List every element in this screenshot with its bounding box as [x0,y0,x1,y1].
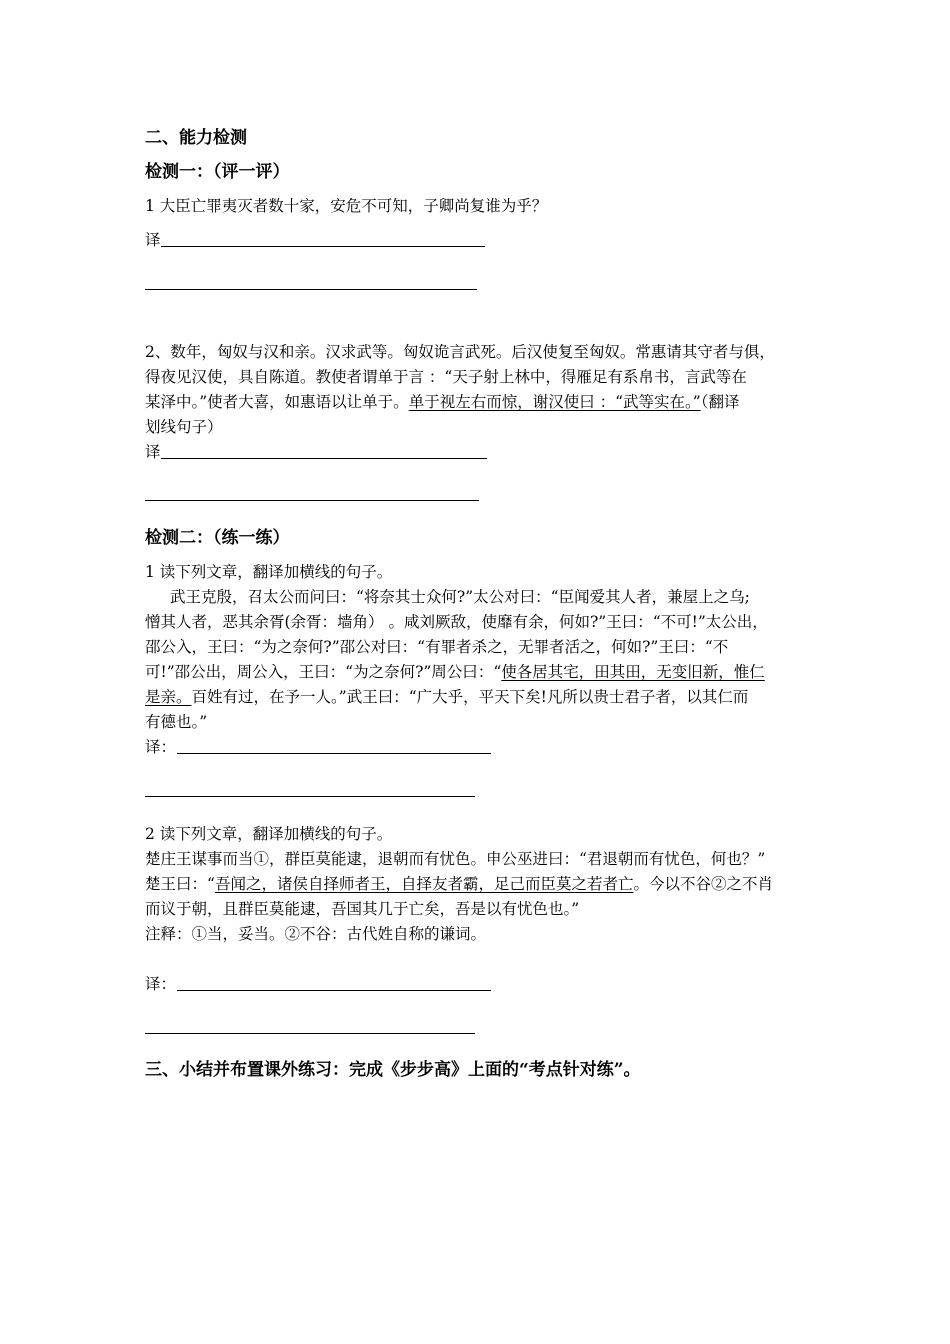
passage-line: 而议于朝，且群臣莫能逮，吾国其几于亡矣，吾是以有忧色也。” [145,900,580,918]
passage-line: 有德也。” [145,713,208,731]
translate-label: 译： [145,738,177,756]
test-2-question-1-intro: 1 读下列文章，翻译加横线的句子。 [145,563,393,581]
answer-line [145,1033,475,1034]
passage-line: 武王克殷，召太公而问曰：“将奈其士众何?”太公对曰：“臣闻爱其人者，兼屋上之乌; [170,588,750,606]
underlined-sentence: 使各居其宅，田其田，无变旧新，惟仁 [501,663,765,681]
passage-line: 是亲。百姓有过，在予一人。”武王曰：“广大乎，平天下矣!凡所以贵士君子者，以其仁而 [145,688,749,706]
answer-line [145,796,475,797]
underlined-sentence: 是亲。 [145,688,192,706]
passage-line: 邵公入，王曰：“为之奈何?”邵公对曰：“有罪者杀之，无罪者活之，何如?”王曰：“不 [145,638,729,656]
passage-line: 憎其人者，恶其余胥(余胥：墙角） 。咸刘厥敌，使靡有余，何如?”王曰：“不可!”太公出， [145,613,768,631]
answer-line [161,246,485,247]
translate-label: 译 [145,443,161,461]
underlined-sentence: 吾闻之，诸侯自择师者王，自择友者霸，足己而臣莫之若者亡 [214,875,634,893]
passage-line: 楚庄王谋事而当①，群臣莫能逮，退朝而有忧色。申公巫进曰：“君退朝而有忧色，何也？” [145,850,766,868]
annotation-note: 注释：①当，妥当。②不谷：古代姓自称的谦词。 [145,925,487,943]
answer-line [145,500,479,501]
passage-line: 楚王曰：“吾闻之，诸侯自择师者王，自择友者霸，足己而臣莫之若者亡。今以不谷②之不肖 [145,875,773,893]
answer-line [177,753,491,754]
answer-line [161,458,487,459]
test-1-question-2-line: 得夜见汉使，具自陈道。教使者谓单于言 ：“天子射上林中，得雁足有系帛书，言武等在 [145,368,747,386]
translate-label: 译 [145,231,161,249]
test-1-title: 检测一：（评一评） [145,162,290,182]
answer-line [177,990,491,991]
test-1-question-2-line: 划线句子） [145,418,223,436]
translate-label: 译： [145,975,177,993]
test-1-question-2-line: 某泽中。”使者大喜，如惠语以让单于。单于视左右而惊，谢汉使曰 ：“武等实在。”（翻译 [145,393,740,411]
test-1-question-2-line: 2、数年，匈奴与汉和亲。汉求武等。匈奴诡言武死。后汉使复至匈奴。常惠请其守者与俱， [145,343,775,361]
underlined-sentence: 单于视左右而惊，谢汉使曰 ：“武等实在。” [408,393,701,411]
test-1-question-1: 1 大臣亡罪夷灭者数十家，安危不可知，子卿尚复谁为乎？ [145,197,548,215]
passage-line: 可!”邵公出，周公入，王曰：“为之奈何?”周公曰：“使各居其宅，田其田，无变旧新，惟仁 [145,663,765,681]
section-3-title: 三、小结并布置课外练习：完成《步步高》上面的“考点针对练”。 [145,1060,641,1080]
section-2-title: 二、能力检测 [145,128,247,148]
answer-line [145,289,477,290]
test-2-title: 检测二：（练一练） [145,528,290,548]
test-2-question-2-intro: 2 读下列文章，翻译加横线的句子。 [145,825,393,843]
